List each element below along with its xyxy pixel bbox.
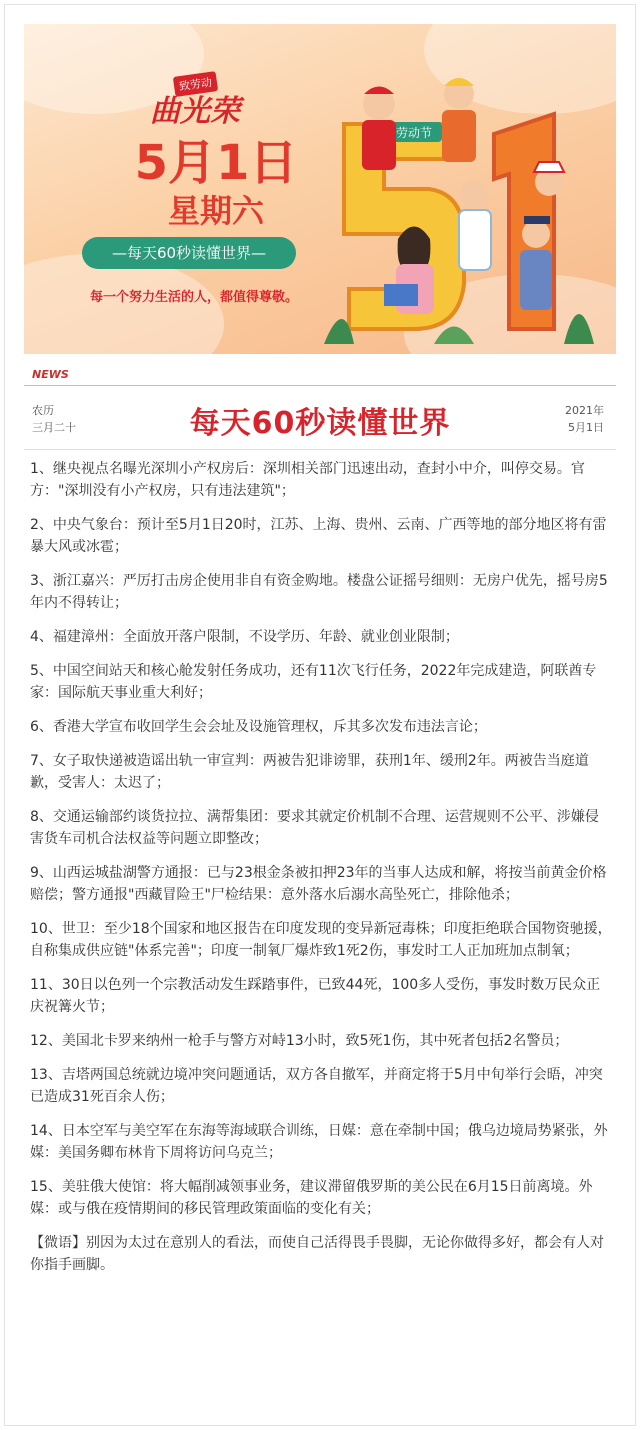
brand-tag: 致劳动	[173, 71, 218, 97]
news-item: 6、香港大学宣布收回学生会会址及设施管理权，斥其多次发布违法言论；	[30, 719, 487, 735]
title-divider	[24, 449, 616, 450]
gregorian-year: 2021年	[565, 404, 604, 417]
brand-logo: 曲光荣	[150, 94, 240, 129]
daily-quote: 【微语】别因为太过在意别人的看法，而使自己活得畏手畏脚，无论你做得多好，都会有人对你指手画脚。	[30, 1235, 604, 1273]
news-item: 11、30日以色列一个宗教活动发生踩踏事件，已致44死，100多人受伤，事发时数万民众正庆祝篝火节；	[30, 977, 601, 1015]
lunar-date	[32, 402, 76, 436]
news-item: 9、山西运城盐湖警方通报：已与23根金条被扣押23年的当事人达成和解，将按当前黄金价格赔偿；警方通报"西藏冒险王"尸检结果：意外落水后溺水高坠死亡，排除他杀；	[30, 865, 607, 903]
news-item: 1、继央视点名曝光深圳小产权房后：深圳相关部门迅速出动，查封小中介，叫停交易。官方："深圳没有小产权房，只有违法建筑"；	[30, 461, 585, 499]
banner-date: 5月1日	[134, 135, 298, 191]
labor-day-illustration	[324, 64, 594, 344]
art-badge: 劳动节	[395, 126, 433, 140]
news-label: NEWS	[32, 368, 69, 381]
banner-pill: —每天60秒读懂世界—	[82, 237, 296, 269]
news-item: 8、交通运输部约谈货拉拉、满帮集团：要求其就定价机制不合理、运营规则不公平、涉嫌侵害货车司机合法权益等问题立即整改；	[30, 809, 599, 847]
news-item: 15、美驻俄大使馆：将大幅削减领事业务，建议滞留俄罗斯的美公民在6月15日前离境。外媒：或与俄在疫情期间的移民管理政策面临的变化有关；	[30, 1179, 593, 1217]
banner-weekday: 星期六	[167, 192, 264, 230]
lunar-label: 农历	[32, 404, 54, 417]
page-title: 每天60秒读懂世界	[189, 406, 451, 441]
news-item: 12、美国北卡罗来纳州一枪手与警方对峙13小时，致5死1伤，其中死者包括2名警员；	[30, 1033, 569, 1049]
news-item: 5、中国空间站天和核心舱发射任务成功，还有11次飞行任务，2022年完成建造，阿联酋专家：国际航天事业重大利好；	[30, 663, 597, 701]
gregorian-day: 5月1日	[568, 421, 604, 434]
news-item: 7、女子取快递被造谣出轨一审宣判：两被告犯诽谤罪，获刑1年、缓刑2年。两被告当庭道歉，受害人：太迟了；	[30, 753, 589, 791]
news-item: 10、世卫：至少18个国家和地区报告在印度发现的变异新冠毒株；印度拒绝联合国物资驰援，自称集成供应链"体系完善"；印度一制氧厂爆炸致1死2伤，事发时工人正加班加点制氧；	[30, 921, 612, 959]
banner-slogan: 每一个努力生活的人，都值得尊敬。	[89, 290, 298, 305]
news-list	[30, 458, 612, 1276]
news-item: 3、浙江嘉兴：严厉打击房企使用非自有资金购地。楼盘公证摇号细则：无房户优先，摇号房5年内不得转让；	[30, 573, 608, 611]
news-item: 2、中央气象台：预计至5月1日20时，江苏、上海、贵州、云南、广西等地的部分地区将有雷暴大风或冰雹；	[30, 517, 607, 555]
news-divider	[24, 385, 616, 386]
banner-image	[24, 24, 616, 354]
lunar-day: 三月二十	[32, 421, 76, 434]
news-item: 4、福建漳州：全面放开落户限制，不设学历、年龄、就业创业限制；	[30, 629, 459, 645]
news-item: 13、吉塔两国总统就边境冲突问题通话，双方各自撤军，并商定将于5月中旬举行会晤，冲突已造成31死百余人伤；	[30, 1067, 603, 1105]
gregorian-date	[565, 402, 604, 436]
news-item: 14、日本空军与美空军在东海等海域联合训练，日媒：意在牵制中国；俄乌边境局势紧张，外媒：美国务卿布林肯下周将访问乌克兰；	[30, 1123, 608, 1161]
